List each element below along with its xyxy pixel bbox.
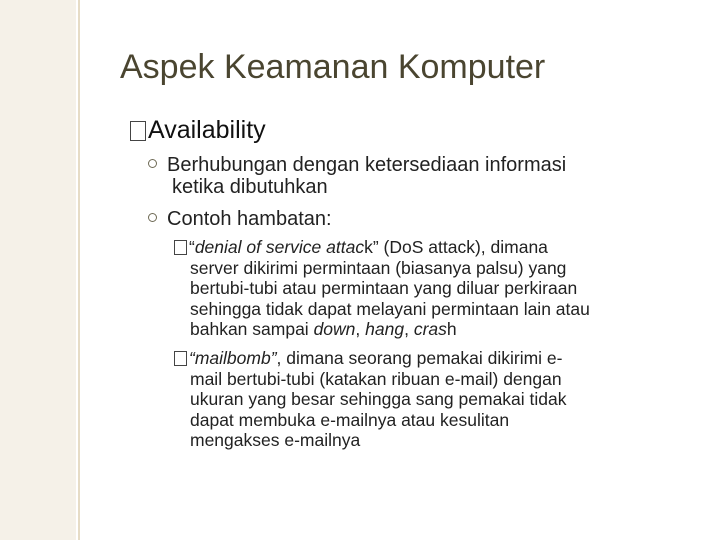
example-1-down: down — [313, 319, 356, 339]
missing-glyph-bullet-icon — [174, 240, 187, 255]
example-2-line-3: ukuran yang besar sehingga sang pemakai tidak — [190, 389, 567, 409]
missing-glyph-bullet-icon — [130, 121, 146, 141]
circle-bullet-icon — [148, 213, 157, 222]
example-1-line-5 — [174, 319, 700, 340]
heading-availability — [130, 116, 266, 145]
left-decoration-edge — [78, 0, 80, 540]
circle-bullet-icon — [148, 159, 157, 168]
example-1-last-b: , — [355, 319, 366, 339]
slide-title: Aspek Keamanan Komputer — [120, 48, 546, 86]
point-2-line-1: Contoh hambatan: — [167, 208, 332, 230]
example-1-hang: hang — [365, 319, 405, 339]
example-1-last-c: , — [404, 319, 414, 339]
example-2-line-2: mail bertubi-tubi (katakan ribuan e-mail) dengan — [190, 368, 562, 389]
example-1-line-4: sehingga tidak dapat melayani permintaan lain atau — [190, 298, 590, 319]
example-2-line-4: dapat membuka e-mailnya atau kesulitan — [190, 409, 510, 430]
example-1 — [174, 237, 700, 340]
example-1-crash: cras — [413, 319, 447, 339]
missing-glyph-bullet-icon — [174, 351, 187, 366]
example-1-italic-term: denial of service attac — [194, 237, 365, 257]
example-1-text-1: k” (DoS attack), dimana — [364, 237, 548, 257]
example-2-text-1: , dimana seorang pemakai dikirimi e- — [276, 348, 563, 368]
example-1-line-2: server dikirimi permintaan (biasanya palsu) yang — [190, 257, 567, 278]
example-2-line-5: mengakses e-mailnya — [190, 430, 361, 450]
example-1-last-d: h — [446, 319, 457, 339]
point-2 — [148, 208, 708, 230]
left-decoration-band — [0, 0, 76, 540]
example-2 — [174, 348, 700, 451]
point-1 — [148, 154, 708, 198]
point-1-line-2: ketika dibutuhkan — [172, 176, 328, 198]
example-1-open-quote: “ — [189, 237, 195, 257]
example-1-last-a: bahkan sampai — [190, 319, 314, 339]
point-1-line-1: Berhubungan dengan ketersediaan informasi — [167, 154, 567, 176]
example-2-italic-term: “mailbomb” — [189, 348, 277, 368]
heading-text: Availability — [148, 116, 266, 144]
example-1-line-3: bertubi-tubi atau permintaan yang diluar perkiraan — [190, 278, 578, 298]
